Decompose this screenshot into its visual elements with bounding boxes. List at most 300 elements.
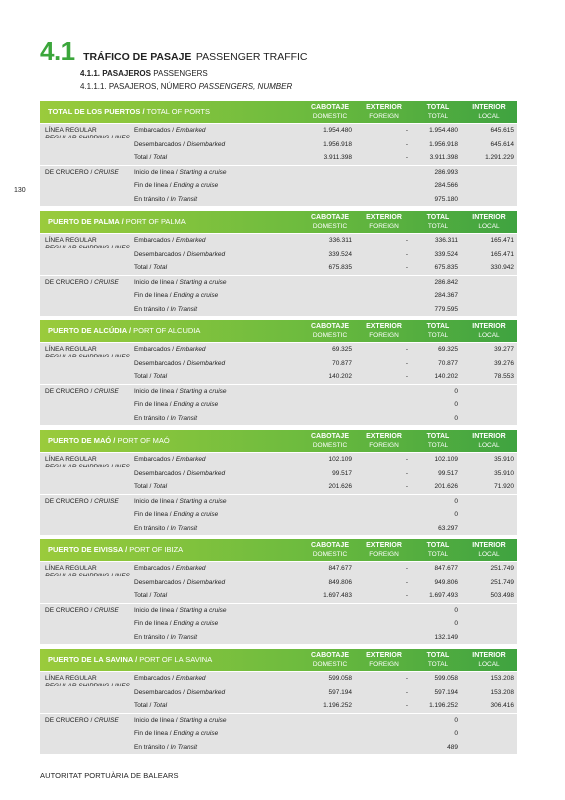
row-label-en: Embarked <box>175 456 206 463</box>
table-title-en: PASSENGERS, NUMBER <box>198 82 293 91</box>
section-title <box>48 436 170 445</box>
table-cell: 0 <box>454 387 458 395</box>
group-label-es: DE CRUCERO / <box>45 606 93 614</box>
group-label-cruise <box>45 717 119 725</box>
column-header <box>308 652 352 669</box>
row-label-en: Starting a cruise <box>179 606 227 614</box>
row-label-en: Embarked <box>175 127 206 134</box>
row-label <box>134 182 218 189</box>
column-header-es: CABOTAJE <box>311 433 349 440</box>
group-label-cruise <box>45 388 119 396</box>
column-header-es: INTERIOR <box>472 104 506 111</box>
table-row <box>40 671 517 686</box>
row-label <box>134 388 227 395</box>
table-row <box>40 713 517 728</box>
table-row <box>40 727 517 741</box>
column-header-es: EXTERIOR <box>366 323 402 330</box>
table-cell: - <box>405 359 408 367</box>
table-cell: 0 <box>454 511 458 518</box>
column-header <box>467 542 511 559</box>
row-label-es: Inicio de línea / <box>134 606 178 614</box>
row-label-en: In Transit <box>170 633 198 641</box>
group-label-es: DE CRUCERO / <box>45 168 93 176</box>
column-header-en: TOTAL <box>427 441 449 449</box>
table-cell: 1.954.480 <box>429 127 458 134</box>
row-label-en: In Transit <box>170 524 198 532</box>
column-header <box>418 214 458 231</box>
row-label-en: Disembarked <box>186 140 226 148</box>
row-label <box>134 470 225 477</box>
section-title-en: TOTAL OF PORTS <box>146 107 210 116</box>
row-label <box>134 169 227 176</box>
table-cell: - <box>405 592 408 599</box>
group-label-cruise <box>45 498 119 506</box>
table-cell: 1.697.493 <box>429 592 458 599</box>
row-label-en: In Transit <box>170 414 198 422</box>
row-label <box>134 237 206 244</box>
row-label-en: Ending a cruise <box>173 511 219 518</box>
row-label-en: Ending a cruise <box>173 620 219 627</box>
row-label <box>134 525 197 532</box>
section-header <box>40 649 517 671</box>
table-cell: 140.202 <box>434 373 458 380</box>
table-cell: 339.524 <box>328 250 352 258</box>
table-cell: 0 <box>454 606 458 614</box>
column-header-en: LOCAL <box>478 550 500 558</box>
row-label-es: Inicio de línea / <box>134 716 178 724</box>
section-title-en: PORT OF PALMA <box>125 217 186 226</box>
table-cell: 69.325 <box>438 346 458 353</box>
table-cell: 675.835 <box>434 264 458 271</box>
group-label-en: CRUISE <box>94 606 119 614</box>
column-header <box>418 542 458 559</box>
column-header-es: TOTAL <box>426 433 450 440</box>
row-label-es: En tránsito / <box>134 524 169 532</box>
row-label <box>134 251 225 258</box>
group-label-cruise <box>45 169 119 177</box>
port-section <box>40 430 517 535</box>
section-title-es: PUERTO DE EIVISSA / <box>48 545 128 554</box>
row-label-en: Embarked <box>175 565 206 572</box>
table-cell: 336.311 <box>328 237 352 244</box>
table-cell: - <box>405 565 408 572</box>
table-row <box>40 275 517 290</box>
column-header-en: LOCAL <box>478 660 500 668</box>
section-title-en: PORT OF LA SAVINA <box>139 655 213 664</box>
subsection-title-es: 4.1.1. PASAJEROS <box>80 69 151 78</box>
table-row <box>40 398 517 412</box>
table-cell: 847.677 <box>434 565 458 572</box>
group-label-es: DE CRUCERO / <box>45 278 93 286</box>
row-label-es: Fin de línea / <box>134 292 172 299</box>
column-header-en: FOREIGN <box>369 441 399 449</box>
table-cell: 503.498 <box>490 592 514 599</box>
section-title <box>48 326 200 335</box>
table-cell: 849.806 <box>328 578 352 586</box>
table-cell: 3.911.398 <box>323 154 352 161</box>
section-title-en: PORT OF ALCUDIA <box>133 326 201 335</box>
table-cell: 284.367 <box>434 292 458 299</box>
section-title <box>48 217 186 226</box>
row-label <box>134 620 218 627</box>
column-header-en: DOMESTIC <box>312 550 348 558</box>
table-cell: 645.615 <box>490 127 514 134</box>
table-cell: 599.058 <box>434 675 458 682</box>
row-label-es: En tránsito / <box>134 414 169 422</box>
table-row <box>40 357 517 371</box>
row-label <box>134 675 206 682</box>
table-title <box>80 82 292 91</box>
table-row <box>40 522 517 536</box>
row-label <box>134 141 225 148</box>
row-label <box>134 579 225 586</box>
table-cell: 1.196.252 <box>323 702 352 709</box>
section-header <box>40 101 517 123</box>
row-label-es: Embarcados / <box>134 127 175 134</box>
table-row <box>40 370 517 384</box>
column-header-en: TOTAL <box>427 331 449 339</box>
column-header-es: TOTAL <box>426 214 450 221</box>
table-cell: 63.297 <box>438 524 458 532</box>
table-cell: 286.993 <box>434 168 458 176</box>
table-cell: 70.877 <box>438 359 458 367</box>
group-label-en: CRUISE <box>94 168 119 176</box>
table-cell: 153.208 <box>490 675 514 682</box>
row-label-es: Fin de línea / <box>134 182 172 189</box>
row-label-en: Starting a cruise <box>179 278 227 286</box>
row-label <box>134 717 227 724</box>
table-row <box>40 412 517 426</box>
group-label-es: LÍNEA REGULAR <box>45 127 97 134</box>
table-cell: 35.910 <box>494 456 514 463</box>
section-title-es: PUERTO DE ALCÚDIA / <box>48 326 132 335</box>
column-header-es: TOTAL <box>426 323 450 330</box>
column-header-en: FOREIGN <box>369 112 399 120</box>
section-header <box>40 320 517 342</box>
column-header <box>308 214 352 231</box>
table-row <box>40 384 517 399</box>
column-header-es: TOTAL <box>426 652 450 659</box>
section-title-es: PUERTO DE PALMA / <box>48 217 124 226</box>
row-label-en: Starting a cruise <box>179 387 227 395</box>
column-header <box>362 542 406 559</box>
column-header <box>418 104 458 121</box>
column-header-es: CABOTAJE <box>311 652 349 659</box>
table-row <box>40 589 517 603</box>
column-header-es: CABOTAJE <box>311 214 349 221</box>
table-row <box>40 289 517 303</box>
table-row <box>40 467 517 481</box>
table-cell: - <box>405 250 408 258</box>
row-label <box>134 196 197 203</box>
table-cell: 286.842 <box>434 278 458 286</box>
section-title-es: TOTAL DE LOS PUERTOS / <box>48 107 145 116</box>
column-header <box>362 214 406 231</box>
table-cell: 489 <box>447 743 458 751</box>
column-header-en: TOTAL <box>427 660 449 668</box>
row-label-es: Desembarcados / <box>134 140 185 148</box>
table-cell: 1.291.229 <box>485 154 514 161</box>
table-cell: 102.109 <box>328 456 352 463</box>
row-label-es: En tránsito / <box>134 633 169 641</box>
footer-organization: AUTORITAT PORTUÀRIA DE BALEARS <box>40 771 179 780</box>
table-cell: 284.566 <box>434 182 458 189</box>
table-cell: 35.910 <box>494 469 514 477</box>
table-row <box>40 138 517 152</box>
table-row <box>40 248 517 262</box>
row-label <box>134 306 197 313</box>
table-cell: 78.553 <box>494 373 514 380</box>
row-label-es: Total / <box>134 702 152 709</box>
row-label-es: Total / <box>134 592 152 599</box>
row-label <box>134 498 227 505</box>
group-label-es: DE CRUCERO / <box>45 497 93 505</box>
column-header <box>418 323 458 340</box>
chapter-title-en: PASSENGER TRAFFIC <box>195 51 308 63</box>
column-header-es: EXTERIOR <box>366 542 402 549</box>
row-label <box>134 744 197 751</box>
table-cell: 132.149 <box>434 633 458 641</box>
row-label-en: Total <box>153 264 168 271</box>
column-header-es: INTERIOR <box>472 433 506 440</box>
section-title-es: PUERTO DE LA SAVINA / <box>48 655 138 664</box>
table-cell: - <box>405 140 408 148</box>
row-label-es: En tránsito / <box>134 195 169 203</box>
column-header-es: TOTAL <box>426 104 450 111</box>
row-label-en: Total <box>153 483 168 490</box>
row-label-es: Embarcados / <box>134 237 175 244</box>
table-cell: - <box>405 483 408 490</box>
table-row <box>40 508 517 522</box>
row-label <box>134 292 218 299</box>
row-label-es: Total / <box>134 264 152 271</box>
row-label-en: Disembarked <box>186 688 226 696</box>
table-cell: - <box>405 237 408 244</box>
row-label <box>134 279 227 286</box>
table-row <box>40 480 517 494</box>
table-cell: 140.202 <box>328 373 352 380</box>
table-cell: 339.524 <box>434 250 458 258</box>
port-section <box>40 211 517 316</box>
page-number: 130 <box>14 187 26 194</box>
table-row <box>40 699 517 713</box>
table-row <box>40 193 517 207</box>
table-cell: 675.835 <box>328 264 352 271</box>
section-header <box>40 430 517 452</box>
row-label-es: Fin de línea / <box>134 401 172 408</box>
table-cell: 153.208 <box>490 688 514 696</box>
table-cell: 102.109 <box>434 456 458 463</box>
row-label-en: Total <box>153 702 168 709</box>
column-header-es: EXTERIOR <box>366 104 402 111</box>
row-label <box>134 264 167 271</box>
group-label-en: CRUISE <box>94 387 119 395</box>
row-label-es: Embarcados / <box>134 456 175 463</box>
section-header <box>40 211 517 233</box>
column-header <box>467 323 511 340</box>
table-row <box>40 494 517 509</box>
table-cell: 251.749 <box>490 578 514 586</box>
table-cell: 251.749 <box>490 565 514 572</box>
column-header-es: EXTERIOR <box>366 652 402 659</box>
table-cell: 201.626 <box>434 483 458 490</box>
table-row <box>40 631 517 645</box>
row-label-es: Inicio de línea / <box>134 387 178 395</box>
section-title-es: PUERTO DE MAÓ / <box>48 436 116 445</box>
column-header-en: DOMESTIC <box>312 660 348 668</box>
column-header <box>308 104 352 121</box>
port-section <box>40 101 517 206</box>
table-cell: 779.595 <box>434 305 458 313</box>
column-header <box>308 323 352 340</box>
group-label-es: LÍNEA REGULAR <box>45 456 97 463</box>
column-header-es: CABOTAJE <box>311 104 349 111</box>
column-header-es: EXTERIOR <box>366 214 402 221</box>
table-cell: 1.956.918 <box>323 140 352 148</box>
row-label <box>134 689 225 696</box>
row-label-es: Embarcados / <box>134 675 175 682</box>
table-cell: 330.942 <box>490 264 514 271</box>
row-label-en: Total <box>153 373 168 380</box>
row-label-es: Embarcados / <box>134 346 175 353</box>
column-header <box>467 433 511 450</box>
column-header-es: CABOTAJE <box>311 542 349 549</box>
row-label-en: Starting a cruise <box>179 497 227 505</box>
row-label-en: Ending a cruise <box>173 292 219 299</box>
table-cell: 0 <box>454 620 458 627</box>
column-header <box>362 323 406 340</box>
row-label-en: In Transit <box>170 195 198 203</box>
row-label-en: Total <box>153 592 168 599</box>
table-cell: - <box>405 264 408 271</box>
port-section <box>40 649 517 754</box>
table-cell: - <box>405 702 408 709</box>
row-label-en: Ending a cruise <box>173 401 219 408</box>
table-cell: 975.180 <box>434 195 458 203</box>
column-header <box>467 652 511 669</box>
column-header <box>362 652 406 669</box>
table-cell: 165.471 <box>490 237 514 244</box>
row-label-en: Starting a cruise <box>179 168 227 176</box>
row-label <box>134 127 206 134</box>
port-section <box>40 539 517 644</box>
table-row <box>40 165 517 180</box>
column-header-en: FOREIGN <box>369 222 399 230</box>
row-label-es: Desembarcados / <box>134 578 185 586</box>
group-label-cruise <box>45 607 119 615</box>
column-header <box>362 433 406 450</box>
column-header-es: TOTAL <box>426 542 450 549</box>
row-label <box>134 592 167 599</box>
group-label-es: LÍNEA REGULAR <box>45 675 97 682</box>
column-header <box>418 433 458 450</box>
table-cell: 0 <box>454 497 458 505</box>
row-label <box>134 607 227 614</box>
row-label <box>134 702 167 709</box>
column-header-en: TOTAL <box>427 222 449 230</box>
column-header-en: DOMESTIC <box>312 222 348 230</box>
table-cell: - <box>405 456 408 463</box>
table-cell: 847.677 <box>328 565 352 572</box>
row-label-es: Fin de línea / <box>134 620 172 627</box>
group-label-es: LÍNEA REGULAR <box>45 237 97 244</box>
table-row <box>40 741 517 755</box>
table-cell: - <box>405 578 408 586</box>
row-label-es: Embarcados / <box>134 565 175 572</box>
row-label-en: In Transit <box>170 743 198 751</box>
table-cell: 0 <box>454 730 458 737</box>
column-header-en: LOCAL <box>478 112 500 120</box>
section-title-en: PORT OF MAÓ <box>117 436 170 445</box>
column-header <box>308 542 352 559</box>
row-label-en: Ending a cruise <box>173 182 219 189</box>
group-label-en: CRUISE <box>94 716 119 724</box>
chapter-title-es: TRÁFICO DE PASAJE <box>83 51 192 63</box>
table-cell: - <box>405 675 408 682</box>
row-label-es: Fin de línea / <box>134 730 172 737</box>
group-label-es: LÍNEA REGULAR <box>45 346 97 353</box>
column-header-en: DOMESTIC <box>312 441 348 449</box>
column-header <box>418 652 458 669</box>
section-title <box>48 655 212 664</box>
row-label-en: Disembarked <box>186 359 226 367</box>
table-cell: 70.877 <box>332 359 352 367</box>
column-header-en: FOREIGN <box>369 660 399 668</box>
table-cell: 1.954.480 <box>323 127 352 134</box>
row-label-es: Inicio de línea / <box>134 278 178 286</box>
table-cell: 0 <box>454 414 458 422</box>
column-header <box>467 214 511 231</box>
row-label-en: Embarked <box>175 675 206 682</box>
table-row <box>40 261 517 275</box>
group-label-es: DE CRUCERO / <box>45 387 93 395</box>
table-cell: 597.194 <box>434 688 458 696</box>
section-header <box>40 539 517 561</box>
row-label <box>134 565 206 572</box>
column-header-en: DOMESTIC <box>312 112 348 120</box>
group-label-en: CRUISE <box>94 497 119 505</box>
port-section <box>40 320 517 425</box>
table-cell: 306.416 <box>490 702 514 709</box>
section-title-en: PORT OF IBIZA <box>129 545 184 554</box>
group-label-en: CRUISE <box>94 278 119 286</box>
row-label <box>134 730 218 737</box>
table-row <box>40 342 517 357</box>
table-cell: - <box>405 373 408 380</box>
section-title <box>48 545 183 554</box>
table-row <box>40 123 517 138</box>
group-label-es: LÍNEA REGULAR <box>45 565 97 572</box>
table-row <box>40 617 517 631</box>
column-header <box>308 433 352 450</box>
table-row <box>40 233 517 248</box>
column-header <box>467 104 511 121</box>
table-cell: - <box>405 154 408 161</box>
row-label-en: In Transit <box>170 305 198 313</box>
row-label-es: Desembarcados / <box>134 359 185 367</box>
row-label-es: Inicio de línea / <box>134 497 178 505</box>
row-label <box>134 456 206 463</box>
table-cell: - <box>405 469 408 477</box>
table-row <box>40 561 517 576</box>
column-header-es: CABOTAJE <box>311 323 349 330</box>
table-cell: 597.194 <box>328 688 352 696</box>
table-row <box>40 452 517 467</box>
table-cell: 201.626 <box>328 483 352 490</box>
column-header-en: TOTAL <box>427 550 449 558</box>
row-label-es: Desembarcados / <box>134 250 185 258</box>
table-cell: 0 <box>454 401 458 408</box>
